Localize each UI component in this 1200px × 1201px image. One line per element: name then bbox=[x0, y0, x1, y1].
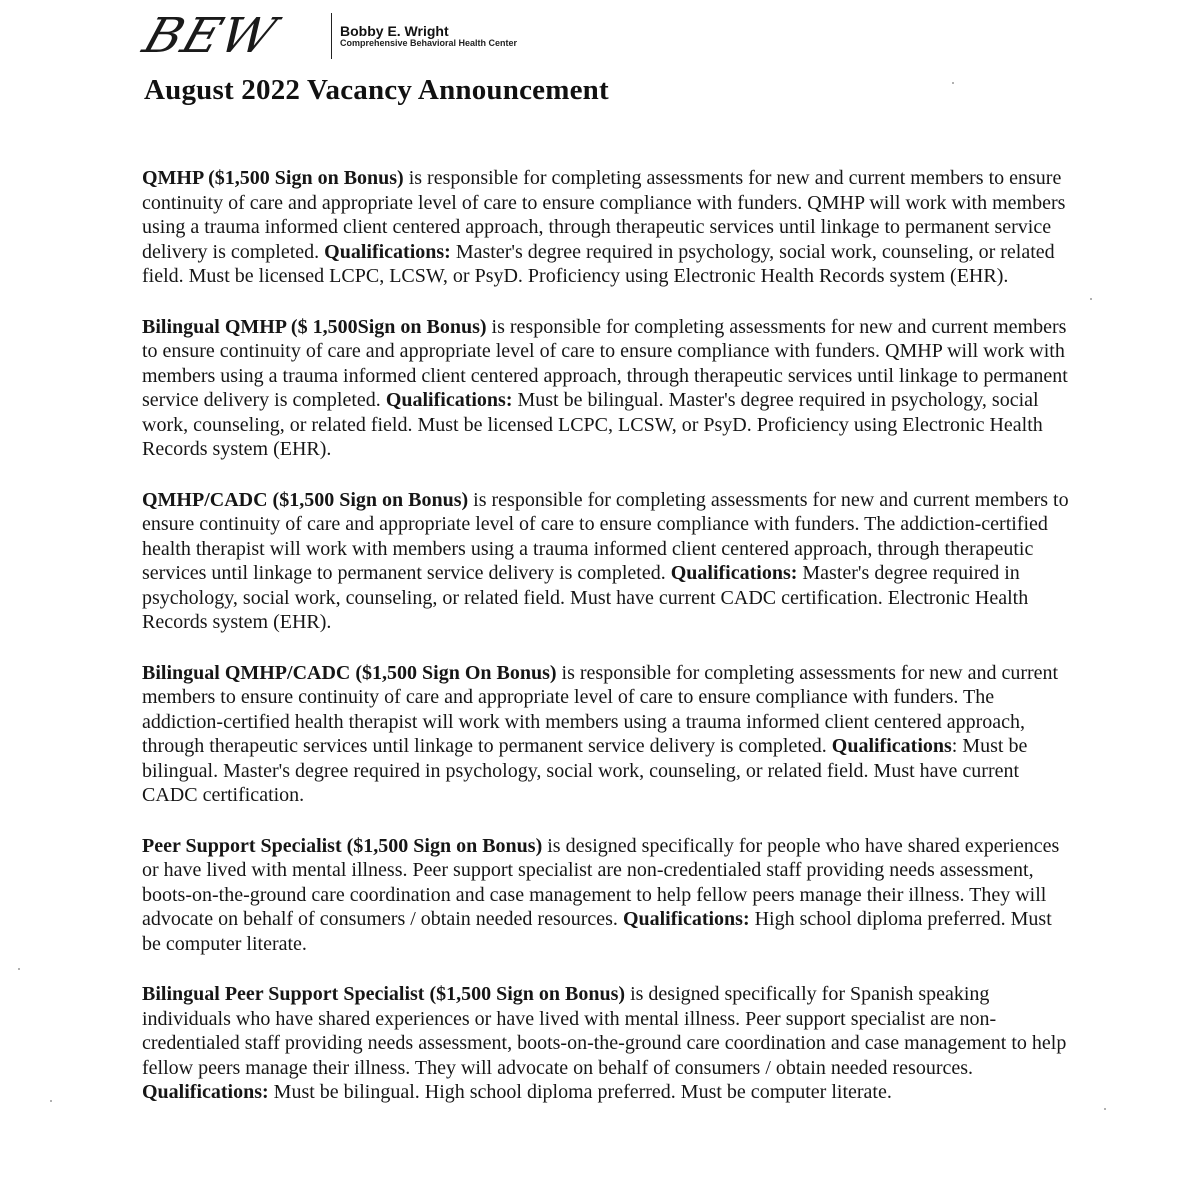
job-list bbox=[142, 166, 1072, 1131]
job-posting-qmhp-cadc bbox=[142, 488, 1072, 635]
job-title: QMHP ($1,500 Sign on Bonus) bbox=[142, 167, 404, 189]
job-posting-bilingual-qmhp-cadc bbox=[142, 661, 1072, 808]
scan-speck bbox=[18, 968, 20, 970]
organization-subtitle: Comprehensive Behavioral Health Center bbox=[340, 37, 518, 48]
job-title: Bilingual Peer Support Specialist ($1,500 Sign on Bonus) bbox=[142, 983, 626, 1005]
qualifications-label: Qualifications: bbox=[324, 240, 451, 263]
job-qualifications: Must be bilingual. Master's degree required in psychology, social work, counseling, or related field. Must be licensed LCPC, LCSW, or PsyD. Proficiency using Electronic Health Records system (EHR). bbox=[142, 389, 1043, 460]
qualifications-label: Qualifications: bbox=[142, 1081, 269, 1103]
job-description: is responsible for completing assessments for new and current members to ensure continuity of care and appropriate level of care to ensure compliance with funders. QMHP will work with members using a trauma informed client centered approach, through therapeutic services until linkage to permanent service delivery is completed. bbox=[142, 315, 1068, 411]
organization-block bbox=[340, 24, 517, 48]
job-description: is responsible for completing assessments for new and current members to ensure continuity of care and appropriate level of care to ensure compliance with funders. QMHP will work with members using a trauma informed client centered approach, through therapeutic services until linkage to permanent service delivery is completed. bbox=[142, 167, 1066, 263]
job-posting-peer-support bbox=[142, 834, 1072, 957]
qualifications-label: Qualifications: bbox=[670, 562, 798, 584]
scan-speck bbox=[50, 1100, 52, 1102]
job-title: QMHP/CADC ($1,500 Sign on Bonus) bbox=[142, 488, 469, 511]
qualifications-label: Qualifications: bbox=[622, 908, 750, 930]
job-description: is responsible for completing assessments for new and current members to ensure continuity of care and appropriate level of care to ensure compliance with funders. The addiction-certified health therapist will work with members using a trauma informed client centered approach, through therapeutic services until linkage to permanent service delivery is completed. bbox=[142, 661, 1059, 757]
organization-name: Bobby E. Wright bbox=[340, 22, 449, 39]
job-description: is designed specifically for people who have shared experiences or have lived with mental illness. Peer support specialist are non-credentialed staff providing needs assessment, boots-on-the-ground care coordination and case management to help fellow peers manage their illness. They will advocate on behalf of consumers / obtain needed resources. bbox=[142, 834, 1060, 930]
job-posting-bilingual-qmhp bbox=[142, 315, 1072, 462]
job-title: Bilingual QMHP ($ 1,500Sign on Bonus) bbox=[142, 315, 487, 338]
job-description: is designed specifically for Spanish speaking individuals who have shared experiences or have lived with mental illness. Peer support specialist are non-credentialed staff providing needs assessment, boots-on-the-ground care coordination and case management to help fellow peers manage their illness. They will advocate on behalf of consumers / obtain needed resources. bbox=[142, 983, 1067, 1079]
scan-speck bbox=[1104, 1108, 1106, 1110]
letterhead bbox=[136, 8, 518, 64]
job-qualifications: Master's degree required in psychology, social work, counseling, or related field. Must have current CADC certification. Electronic Health Records system (EHR). bbox=[142, 562, 1029, 633]
job-title: Bilingual QMHP/CADC ($1,500 Sign On Bonus) bbox=[142, 661, 557, 684]
job-posting-qmhp bbox=[142, 166, 1072, 289]
scan-speck bbox=[1090, 298, 1092, 300]
qualifications-label: Qualifications bbox=[831, 735, 952, 757]
job-qualifications: Master's degree required in psychology, social work, counseling, or related field. Must be licensed LCPC, LCSW, or PsyD. Proficiency using Electronic Health Records system (EHR). bbox=[142, 240, 1055, 287]
job-title: Peer Support Specialist ($1,500 Sign on Bonus) bbox=[142, 834, 543, 857]
page-title: August 2022 Vacancy Announcement bbox=[144, 74, 609, 106]
job-qualifications: Must be bilingual. High school diploma preferred. Must be computer literate. bbox=[268, 1081, 892, 1103]
job-description: is responsible for completing assessments for new and current members to ensure continuity of care and appropriate level of care to ensure compliance with funders. The addiction-certified health therapist will work with members using a trauma informed client centered approach, through therapeutic services until linkage to permanent service delivery is completed. bbox=[142, 488, 1069, 584]
job-qualifications: : Must be bilingual. Master's degree required in psychology, social work, counseling, or related field. Must have current CADC certification. bbox=[142, 735, 1028, 806]
job-qualifications: High school diploma preferred. Must be computer literate. bbox=[142, 908, 1052, 955]
job-posting-bilingual-peer-support bbox=[142, 982, 1072, 1105]
qualifications-label: Qualifications: bbox=[385, 389, 513, 411]
bew-logo: BEW bbox=[136, 8, 284, 64]
scan-speck bbox=[952, 82, 954, 84]
